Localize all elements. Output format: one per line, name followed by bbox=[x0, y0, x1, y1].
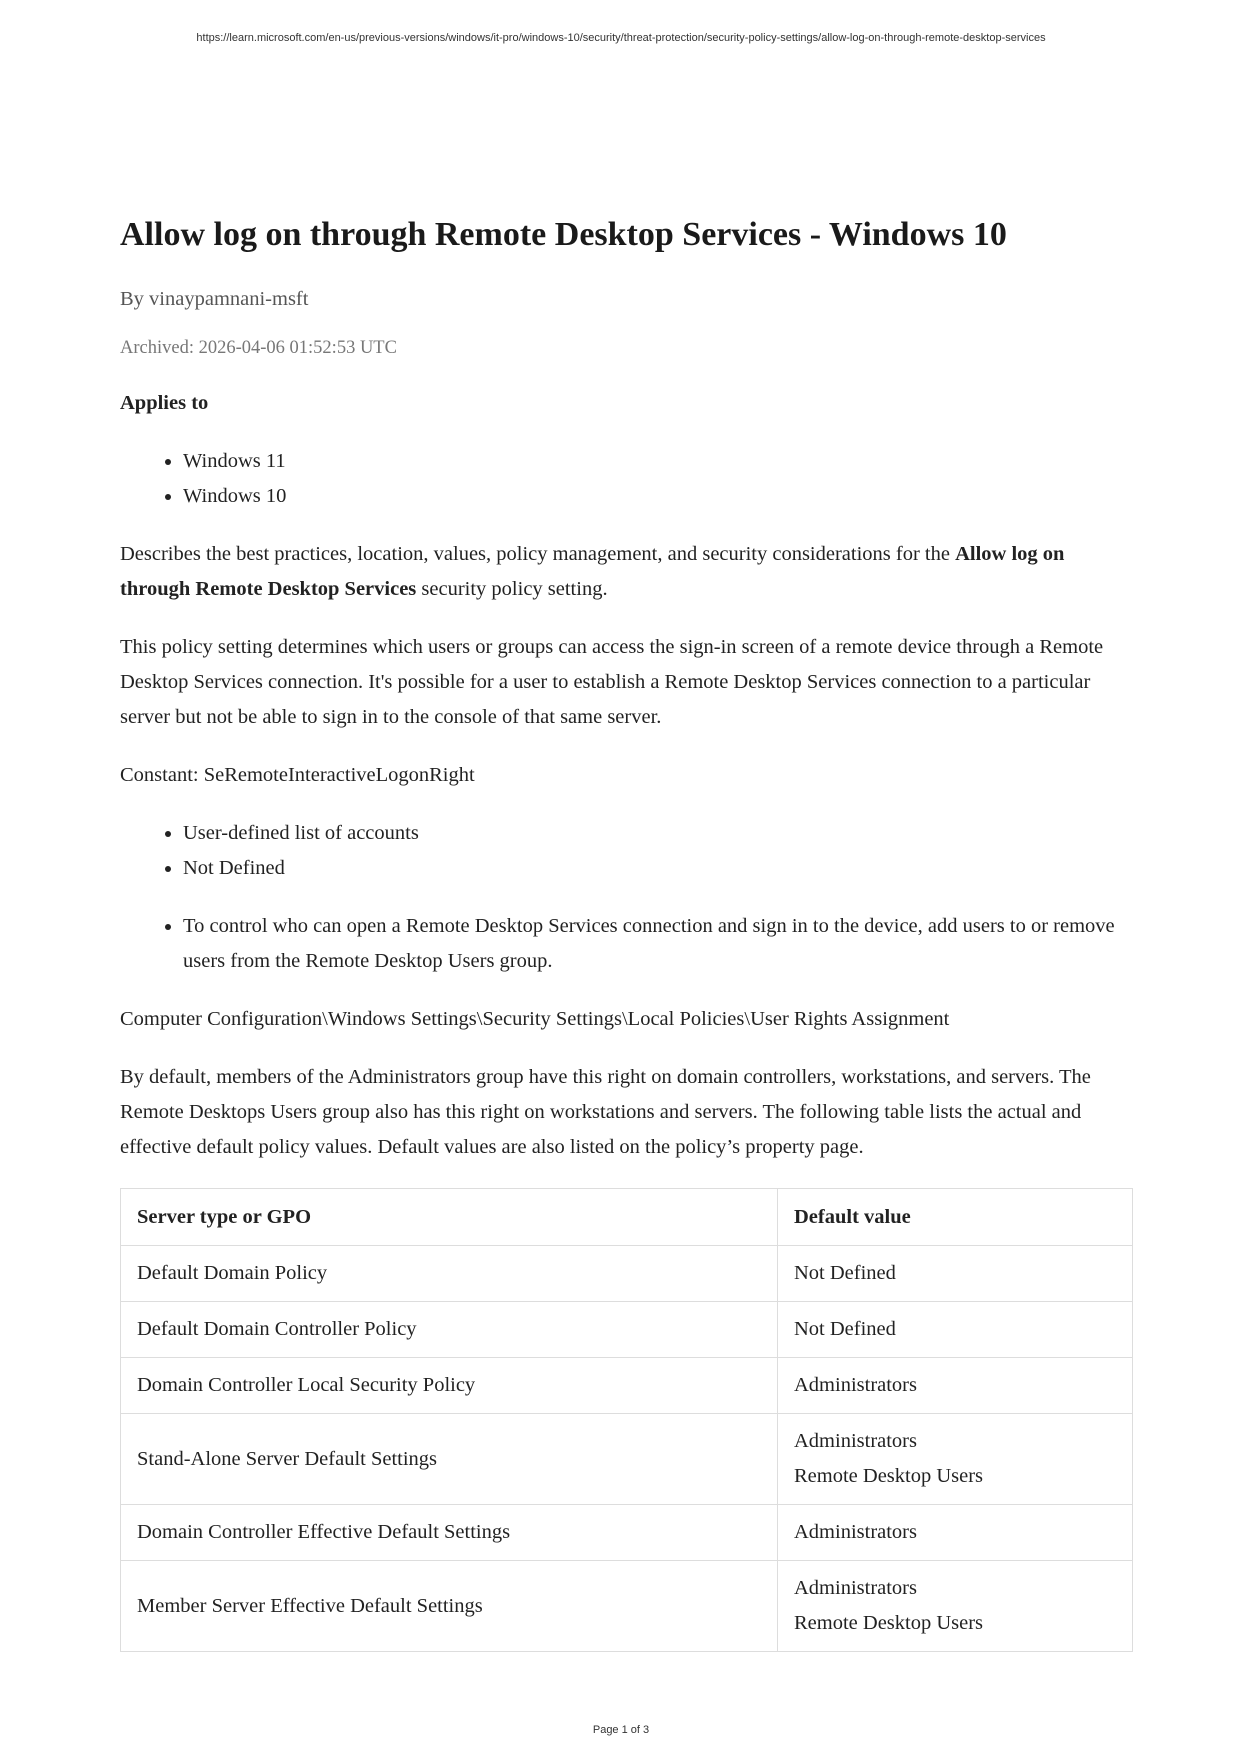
default-value: Not Defined bbox=[794, 1262, 896, 1284]
possible-values-list bbox=[120, 816, 1133, 886]
page-title: Allow log on through Remote Desktop Services - Windows 10 bbox=[120, 216, 1007, 253]
column-header: Default value bbox=[778, 1189, 1133, 1246]
list-item: • User-defined list of accounts bbox=[183, 816, 1133, 851]
server-type-cell: Stand-Alone Server Default Settings bbox=[121, 1414, 778, 1505]
article bbox=[120, 212, 1133, 1652]
default-value: Remote Desktop Users bbox=[794, 1612, 984, 1634]
policy-location: Computer Configuration\Windows Settings\Security Settings\Local Policies\User Rights Assignment bbox=[120, 1008, 950, 1030]
description-paragraph: This policy setting determines which users or groups can access the sign-in screen of a remote device through a Remote Desktop Services connection. It's possible for a user to establish a Remote Desktop Services connection to a particular server but not be able to sign in to the console of that same server. bbox=[120, 636, 1104, 728]
default-value-cell bbox=[778, 1505, 1133, 1561]
intro-paragraph: Describes the best practices, location, values, policy management, and security considerations for the Allow log on through Remote Desktop Services security policy setting. bbox=[120, 543, 1065, 600]
list-item: • Windows 10 bbox=[183, 479, 1133, 514]
default-value: Not Defined bbox=[794, 1318, 896, 1340]
server-type-cell: Domain Controller Local Security Policy bbox=[121, 1358, 778, 1414]
server-type-cell: Default Domain Policy bbox=[121, 1246, 778, 1302]
default-value: Administrators bbox=[794, 1430, 917, 1452]
default-value-cell bbox=[778, 1246, 1133, 1302]
server-type-cell: Default Domain Controller Policy bbox=[121, 1302, 778, 1358]
default-value: Administrators bbox=[794, 1577, 917, 1599]
table-row bbox=[121, 1561, 1133, 1652]
default-value: Remote Desktop Users bbox=[794, 1465, 984, 1487]
default-value: Administrators bbox=[794, 1521, 917, 1543]
server-type-cell: Domain Controller Effective Default Settings bbox=[121, 1505, 778, 1561]
applies-to-list bbox=[120, 444, 1133, 514]
list-item: • Not Defined bbox=[183, 851, 1133, 886]
default-value: Administrators bbox=[794, 1374, 917, 1396]
applies-to-heading: Applies to bbox=[120, 392, 209, 414]
list-item: • Windows 11 bbox=[183, 444, 1133, 479]
table-header-row bbox=[121, 1189, 1133, 1246]
column-header: Server type or GPO bbox=[121, 1189, 778, 1246]
table-row bbox=[121, 1414, 1133, 1505]
table-row bbox=[121, 1505, 1133, 1561]
author: By vinaypamnani-msft bbox=[120, 288, 309, 310]
default-values-paragraph: By default, members of the Administrators group have this right on domain controllers, workstations, and servers. The Remote Desktops Users group also has this right on workstations and servers. The following table lists the actual and effective default policy values. Default values are also listed on the policy’s property page. bbox=[120, 1066, 1091, 1158]
table-row bbox=[121, 1358, 1133, 1414]
page-url: https://learn.microsoft.com/en-us/previous-versions/windows/it-pro/windows-10/security/threat-protection/security-policy-settings/allow-log-on-through-remote-desktop-services bbox=[196, 32, 1046, 44]
server-type-cell: Member Server Effective Default Settings bbox=[121, 1561, 778, 1652]
default-value-cell bbox=[778, 1414, 1133, 1505]
page-number: Page 1 of 3 bbox=[592, 1724, 650, 1736]
default-values-table bbox=[120, 1188, 1133, 1652]
default-value-cell bbox=[778, 1358, 1133, 1414]
constant: Constant: SeRemoteInteractiveLogonRight bbox=[120, 764, 475, 786]
list-item: • To control who can open a Remote Desktop Services connection and sign in to the device, add users to or remove users from the Remote Desktop Users group. bbox=[183, 909, 1133, 979]
table-row bbox=[121, 1246, 1133, 1302]
archived-date: Archived: 2026-04-06 01:52:53 UTC bbox=[120, 338, 397, 358]
default-value-cell bbox=[778, 1302, 1133, 1358]
table-row bbox=[121, 1302, 1133, 1358]
best-practices-list bbox=[120, 909, 1133, 979]
default-value-cell bbox=[778, 1561, 1133, 1652]
